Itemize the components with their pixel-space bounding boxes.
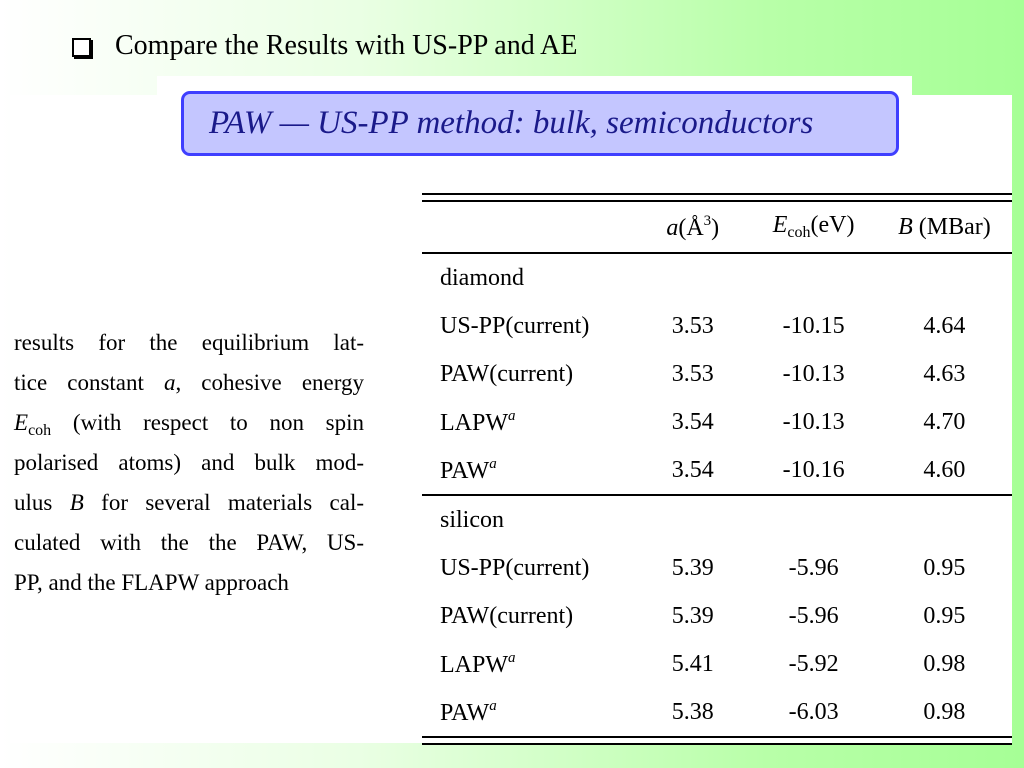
energy-value: -10.13 <box>782 408 845 435</box>
caption-subscript: coh <box>28 422 52 439</box>
caption-text: for several materials cal- <box>101 490 364 515</box>
bulk-modulus-value: 0.98 <box>923 650 966 677</box>
slide-title-box <box>181 91 899 156</box>
caption-symbol-a: a <box>163 370 176 395</box>
energy-value: -10.16 <box>782 456 845 483</box>
group-name: silicon <box>422 495 1012 544</box>
header-subscript: coh <box>787 224 811 241</box>
lattice-value: 3.54 <box>671 456 714 483</box>
caption-text: culated with the the PAW, US- <box>14 530 364 555</box>
bulk-modulus-value: 0.95 <box>923 554 966 581</box>
lattice-value: 3.53 <box>671 360 714 387</box>
caption-text: polarised atoms) and bulk mod- <box>14 450 364 475</box>
bulk-modulus-value: 0.95 <box>923 602 966 629</box>
method-reference: a <box>489 697 497 714</box>
bulk-modulus-value: 4.64 <box>923 312 966 339</box>
caption-line <box>14 323 364 363</box>
results-table <box>422 193 1012 745</box>
method-reference: a <box>508 649 516 666</box>
header-bulk-modulus <box>877 202 1012 253</box>
caption-line <box>14 443 364 483</box>
energy-value: -10.15 <box>782 312 845 339</box>
energy-value: -5.92 <box>788 650 839 677</box>
slide-title: PAW — US-PP method: bulk, semiconductors <box>209 105 814 141</box>
header-unit: ) <box>711 214 720 241</box>
bullet-text: Compare the Results with US-PP and AE <box>115 30 578 61</box>
energy-value: -6.03 <box>788 698 839 725</box>
bulk-modulus-value: 0.98 <box>923 698 966 725</box>
table-row <box>422 640 1012 688</box>
header-empty <box>422 202 635 253</box>
table-row <box>422 398 1012 446</box>
header-unit: (MBar) <box>912 213 991 240</box>
caption-line <box>14 403 364 443</box>
table-row <box>422 350 1012 398</box>
caption-line <box>14 363 364 403</box>
caption-text: results for the equilibrium lat- <box>14 330 364 355</box>
caption-text: PP, and the FLAPW approach <box>14 570 289 595</box>
checkbox-bullet-icon <box>72 38 91 57</box>
header-exponent: 3 <box>703 212 712 229</box>
caption-text: tice constant <box>14 370 144 395</box>
method-cell <box>422 640 635 688</box>
table-row <box>422 446 1012 495</box>
table-row <box>422 302 1012 350</box>
method-cell <box>422 302 635 350</box>
method-cell <box>422 398 635 446</box>
caption-text: ulus <box>14 490 53 515</box>
caption-symbol-e: E <box>14 410 29 435</box>
header-symbol: E <box>772 212 788 238</box>
header-unit: (eV) <box>810 212 855 238</box>
method-cell <box>422 350 635 398</box>
bullet-point <box>72 26 578 66</box>
method-name: US-PP(current) <box>440 312 590 339</box>
table-header-row <box>422 202 1012 253</box>
lattice-value: 5.39 <box>671 554 714 581</box>
method-cell <box>422 592 635 640</box>
method-cell <box>422 544 635 592</box>
lattice-value: 5.38 <box>671 698 714 725</box>
table-row <box>422 688 1012 736</box>
method-name: PAW <box>440 457 490 484</box>
lattice-value: 3.53 <box>671 312 714 339</box>
method-name: US-PP(current) <box>440 554 590 581</box>
bulk-modulus-value: 4.60 <box>923 456 966 483</box>
method-reference: a <box>508 407 516 424</box>
lattice-value: 3.54 <box>671 408 714 435</box>
energy-value: -5.96 <box>788 602 839 629</box>
header-symbol: a <box>666 214 679 241</box>
table-caption <box>14 323 364 603</box>
method-cell <box>422 446 635 495</box>
method-name: LAPW <box>440 409 508 436</box>
caption-line <box>14 523 364 563</box>
table-bottom-rule <box>422 736 1012 745</box>
caption-text: (with respect to non spin <box>72 410 365 435</box>
energy-value: -5.96 <box>788 554 839 581</box>
method-name: LAPW <box>440 651 508 678</box>
method-name: PAW(current) <box>440 602 574 629</box>
table-row <box>422 592 1012 640</box>
header-energy <box>750 202 877 253</box>
energy-value: -10.13 <box>782 360 845 387</box>
caption-text: , cohesive energy <box>175 370 364 395</box>
table-group-row <box>422 253 1012 302</box>
header-unit: (Å <box>678 214 704 241</box>
lattice-value: 5.39 <box>671 602 714 629</box>
header-lattice <box>635 202 750 253</box>
bulk-modulus-value: 4.63 <box>923 360 966 387</box>
method-name: PAW <box>440 699 490 726</box>
table-top-rule <box>422 193 1012 202</box>
caption-line <box>14 483 364 523</box>
table-row <box>422 544 1012 592</box>
method-reference: a <box>489 455 497 472</box>
group-name: diamond <box>440 264 524 291</box>
bulk-modulus-value: 4.70 <box>923 408 966 435</box>
header-symbol: B <box>898 213 913 240</box>
caption-symbol-b: B <box>69 490 84 515</box>
method-cell <box>422 688 635 736</box>
method-name: PAW(current) <box>440 360 574 387</box>
lattice-value: 5.41 <box>671 650 714 677</box>
caption-line <box>14 563 364 603</box>
table-group-row <box>422 495 1012 544</box>
